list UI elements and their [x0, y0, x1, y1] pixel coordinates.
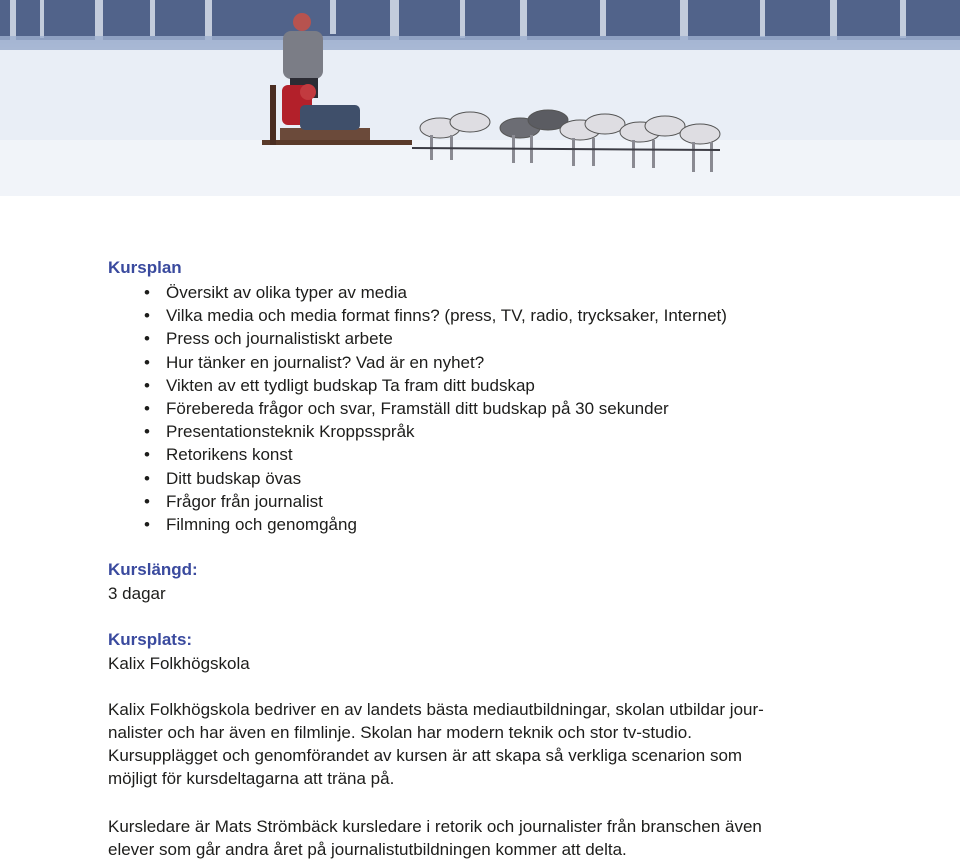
bullet: • [144, 422, 150, 442]
list-item: • Ditt budskap övas [108, 467, 727, 490]
bullet: • [144, 491, 150, 511]
kursplan-heading: Kursplan [108, 258, 182, 277]
list-item: • Filmning och genomgång [108, 513, 727, 536]
bullet: • [144, 399, 150, 419]
bullet: • [144, 352, 150, 372]
list-item: • Retorikens konst [108, 443, 727, 466]
list-item: • Presentationsteknik Kroppsspråk [108, 420, 727, 443]
list-item: • Frågor från journalist [108, 490, 727, 513]
list-item: • Översikt av olika typer av media [108, 281, 727, 304]
list-item: • Vikten av ett tydligt budskap Ta fram ditt budskap [108, 374, 727, 397]
hero-photo [0, 0, 960, 196]
kursplats-value: Kalix Folkhögskola [108, 654, 250, 673]
list-item: • Förebereda frågor och svar, Framställ ditt budskap på 30 sekunder [108, 397, 727, 420]
bullet: • [144, 445, 150, 465]
bullet: • [144, 329, 150, 349]
course-leader-paragraph: Kursledare är Mats Strömbäck kursledare i retorik och journalister från branschen även elever som går andra året på journalistutbildningen kommer att delta. [108, 817, 762, 859]
list-item: • Press och journalistiskt arbete [108, 327, 727, 350]
bullet: • [144, 306, 150, 326]
bullet: • [144, 468, 150, 488]
kursplan-list [108, 281, 727, 536]
kurslangd-heading: Kurslängd: [108, 560, 198, 579]
bullet: • [144, 283, 150, 302]
kurslangd-value: 3 dagar [108, 584, 166, 603]
list-item: • Vilka media och media format finns? (press, TV, radio, trycksaker, Internet) [108, 304, 727, 327]
school-description: Kalix Folkhögskola bedriver en av landets bästa mediautbildningar, skolan utbildar jour- nalister och har även en filmlinje. Skolan har modern teknik och stor tv-studio. Kursupplägget och genomförandet av kursen är att skapa så verkliga scenarion som möjligt för kursdeltagarna att träna på. [108, 700, 764, 788]
bullet: • [144, 375, 150, 395]
bullet: • [144, 515, 150, 535]
kursplats-heading: Kursplats: [108, 630, 193, 649]
list-item: • Hur tänker en journalist? Vad är en nyhet? [108, 351, 727, 374]
dog-sled-scene-illustration [0, 0, 960, 196]
